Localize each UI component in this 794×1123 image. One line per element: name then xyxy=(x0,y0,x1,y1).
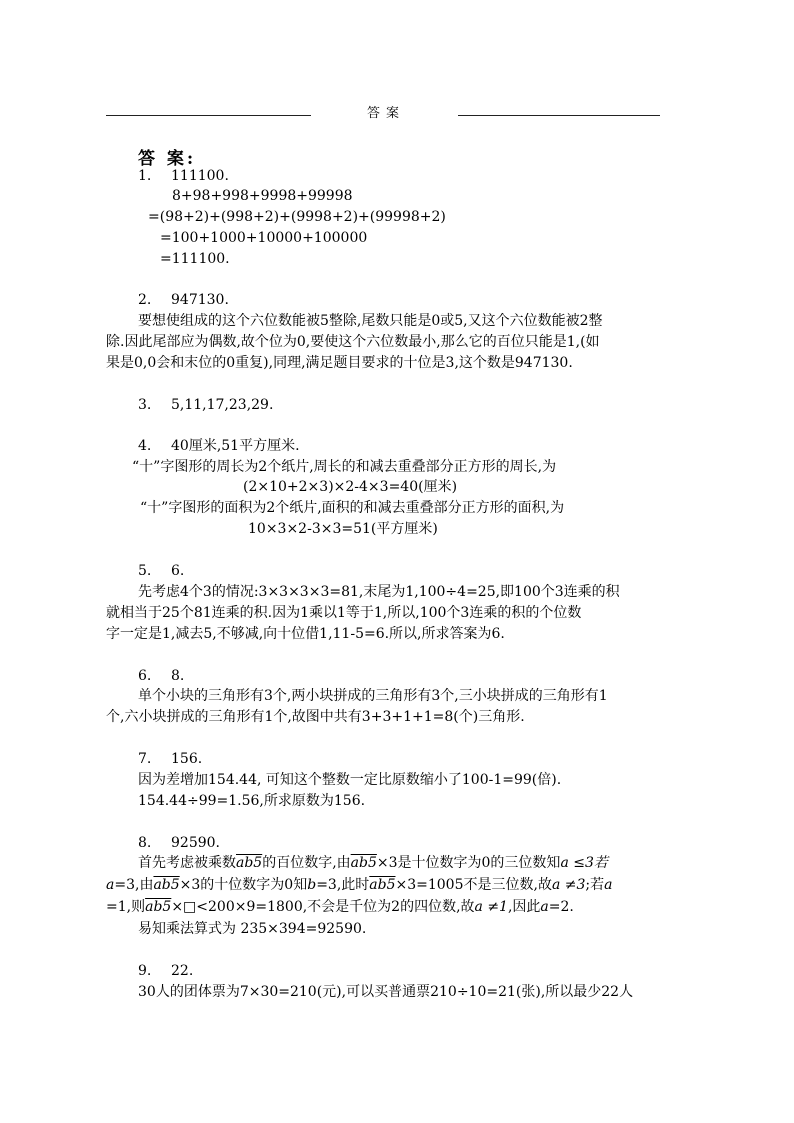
item-8-line xyxy=(138,853,608,873)
text-run: =3,由 xyxy=(114,877,154,893)
item-1-line: 8+98+998+9998+99998 xyxy=(172,188,353,204)
item-answer: 156. xyxy=(171,751,203,767)
item-number: 8. xyxy=(138,835,152,851)
item-answer: 92590. xyxy=(171,835,220,851)
item-number: 6. xyxy=(138,668,152,684)
text-run: ×3是十位数字为0的三位数知 xyxy=(376,855,561,871)
overline-number-ab5: ab5 xyxy=(145,899,172,915)
item-answer: 6. xyxy=(171,563,185,579)
item-7-heading xyxy=(138,749,202,769)
item-6-line: 个,六小块拼成的三角形有1个,故图中共有3+3+1+1=8(个)三角形. xyxy=(106,709,525,725)
item-2-line: 要想使组成的这个六位数能被5整除,尾数只能是0或5,又这个六位数能被2整 xyxy=(138,313,603,329)
item-1-line: =100+1000+10000+100000 xyxy=(160,230,368,246)
item-1-line: =(98+2)+(998+2)+(9998+2)+(99998+2) xyxy=(148,209,446,225)
text-run: ,因此 xyxy=(507,899,541,915)
item-5-line: 先考虑4个3的情况:3×3×3×3=81,末尾为1,100÷4=25,即100个3连乘的积 xyxy=(138,584,620,600)
item-1-line: =111100. xyxy=(160,251,230,267)
math-expression: a ≠1 xyxy=(474,899,508,915)
item-5-heading xyxy=(138,561,184,581)
item-number: 5. xyxy=(138,563,152,579)
item-2-line: 除.因此尾部应为偶数,故个位为0,要使这个六位数最小,那么它的百位只能是1,(如 xyxy=(106,334,600,350)
item-6-line: 单个小块的三角形有3个,两小块拼成的三角形有3个,三小块拼成的三角形有1 xyxy=(138,688,608,704)
item-5-line: 就相当于25个81连乘的积.因为1乘以1等于1,所以,100个3连乘的积的个位数 xyxy=(106,605,582,621)
item-8-line xyxy=(106,875,612,895)
item-8-heading xyxy=(138,833,220,853)
item-3-heading xyxy=(138,395,273,415)
math-variable: b xyxy=(307,877,317,893)
item-number: 9. xyxy=(138,963,152,979)
item-7-line: 因为差增加154.44, 可知这个整数一定比原数缩小了100-1=99(倍). xyxy=(138,772,562,788)
text-run: 的百位数字,由 xyxy=(262,855,351,871)
section-title: 答 案: xyxy=(138,149,197,169)
item-8-line: 易知乘法算式为 235×394=92590. xyxy=(138,921,367,937)
item-1-heading xyxy=(138,166,229,186)
header-rule-right-line xyxy=(458,115,660,116)
item-4-line: (2×10+2×3)×2-4×3=40(厘米) xyxy=(243,479,458,495)
overline-number-ab5: ab5 xyxy=(153,877,180,893)
text-run: ×3=1005不是三位数,故 xyxy=(395,877,552,893)
item-answer: 5,11,17,23,29. xyxy=(171,397,274,413)
text-run: ;若 xyxy=(585,877,605,893)
item-number: 1. xyxy=(138,168,152,184)
item-6-heading xyxy=(138,666,184,686)
text-run: ×□<200×9=1800,不会是千位为2的四位数,故 xyxy=(171,899,475,915)
item-number: 3. xyxy=(138,397,152,413)
header-rule xyxy=(106,106,660,122)
overline-number-ab5: ab5 xyxy=(350,855,377,871)
item-4-line: “十”字图形的面积为2个纸片,面积的和减去重叠部分正方形的面积,为 xyxy=(140,500,565,516)
item-8-line xyxy=(106,897,574,917)
item-9-heading xyxy=(138,961,193,981)
text-run: 首先考虑被乘数 xyxy=(138,855,236,871)
overline-number-ab5: ab5 xyxy=(369,877,396,893)
item-4-line: “十”字图形的周长为2个纸片,周长的和减去重叠部分正方形的周长,为 xyxy=(132,459,557,475)
text-run: =2. xyxy=(548,899,574,915)
overline-number-ab5: ab5 xyxy=(236,855,263,871)
math-expression: a ≤3若 xyxy=(560,855,608,871)
item-number: 7. xyxy=(138,751,152,767)
item-2-line: 果是0,0会和末位的0重复),同理,满足题目要求的十位是3,这个数是947130. xyxy=(106,355,573,371)
text-run: ×3的十位数字为0知 xyxy=(179,877,308,893)
text-run: =3,此时 xyxy=(316,877,370,893)
header-rule-left-line xyxy=(106,115,311,116)
item-answer: 40厘米,51平方厘米. xyxy=(171,438,300,454)
item-5-line: 字一定是1,减去5,不够减,向十位借1,11-5=6.所以,所求答案为6. xyxy=(106,626,505,642)
text-run: =1,则 xyxy=(106,899,146,915)
math-expression: a ≠3 xyxy=(551,877,586,893)
math-variable: a xyxy=(106,877,115,893)
item-7-line: 154.44÷99=1.56,所求原数为156. xyxy=(138,793,366,809)
item-number: 2. xyxy=(138,292,152,308)
item-9-line: 30人的团体票为7×30=210(元),可以买普通票210÷10=21(张),所以最少22人 xyxy=(138,984,634,1000)
header-label: 答案 xyxy=(366,106,405,121)
item-answer: 111100. xyxy=(171,168,229,184)
math-variable: a xyxy=(540,899,549,915)
item-answer: 947130. xyxy=(171,292,229,308)
item-4-line: 10×3×2-3×3=51(平方厘米) xyxy=(248,521,438,537)
item-number: 4. xyxy=(138,438,152,454)
item-4-heading xyxy=(138,436,300,456)
math-variable: a xyxy=(604,877,613,893)
item-answer: 8. xyxy=(171,668,185,684)
item-answer: 22. xyxy=(171,963,194,979)
item-2-heading xyxy=(138,290,229,310)
